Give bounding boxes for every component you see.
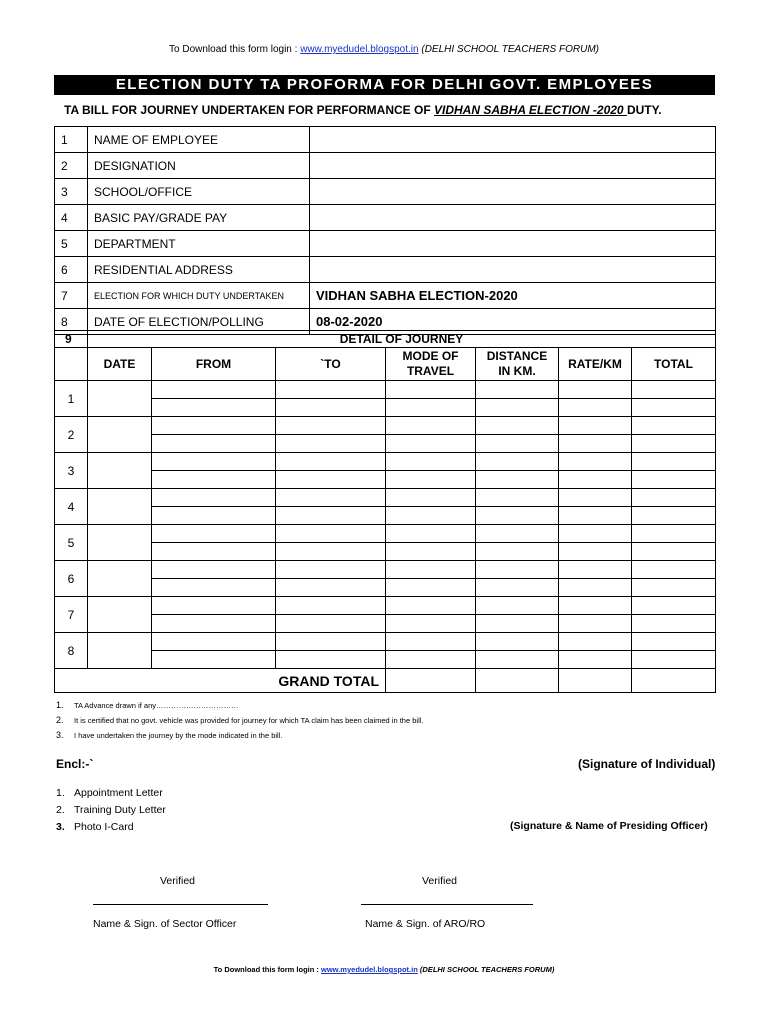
journey-cell-field[interactable]	[632, 399, 716, 417]
journey-cell-field[interactable]	[632, 435, 716, 453]
journey-cell-field[interactable]	[632, 381, 716, 399]
journey-row	[55, 525, 716, 543]
journey-cell-field[interactable]	[559, 417, 632, 435]
info-row-label: DATE OF ELECTION/POLLING	[88, 309, 310, 335]
journey-date-field[interactable]	[88, 525, 152, 561]
info-row	[55, 283, 716, 309]
journey-column-header	[88, 348, 152, 381]
journey-cell-field[interactable]	[476, 633, 559, 651]
journey-column-header	[152, 348, 276, 381]
sign-label-aro-ro: Name & Sign. of ARO/RO	[365, 918, 486, 930]
journey-row-number: 5	[55, 525, 88, 561]
journey-header-row	[55, 348, 716, 381]
journey-cell-field[interactable]	[276, 561, 386, 579]
journey-cell-field[interactable]	[386, 561, 476, 579]
journey-cell-field[interactable]	[152, 489, 276, 507]
journey-date-field[interactable]	[88, 381, 152, 417]
info-row-number: 1	[55, 127, 88, 153]
journey-cell-field[interactable]	[559, 471, 632, 489]
journey-cell-field[interactable]	[632, 633, 716, 651]
journey-cell-field[interactable]	[476, 489, 559, 507]
info-row-number: 5	[55, 231, 88, 257]
journey-cell-field[interactable]	[476, 381, 559, 399]
grand-total-field[interactable]	[386, 669, 476, 693]
enclosure-text: Appointment Letter	[74, 787, 163, 799]
journey-cell-field[interactable]	[152, 597, 276, 615]
journey-cell-field[interactable]	[276, 615, 386, 633]
footer-note	[0, 965, 768, 974]
enclosure-number: 2.	[56, 804, 65, 816]
journey-cell-field[interactable]	[632, 489, 716, 507]
journey-cell-field[interactable]	[386, 489, 476, 507]
journey-cell-field[interactable]	[559, 543, 632, 561]
journey-cell-field[interactable]	[476, 525, 559, 543]
info-row-value-field[interactable]	[310, 127, 716, 153]
journey-cell-field[interactable]	[386, 579, 476, 597]
info-row-number: 2	[55, 153, 88, 179]
journey-cell-field[interactable]	[559, 489, 632, 507]
header-note	[0, 44, 768, 55]
journey-row-sub	[55, 471, 716, 489]
journey-date-field[interactable]	[88, 597, 152, 633]
journey-cell-field[interactable]	[276, 399, 386, 417]
employee-info-table	[54, 126, 716, 335]
journey-cell-field[interactable]	[476, 615, 559, 633]
journey-column-header	[476, 348, 559, 381]
journey-cell-field[interactable]	[559, 381, 632, 399]
enclosure-heading: Encl:-`	[56, 757, 94, 771]
signature-presiding-officer: (Signature & Name of Presiding Officer)	[510, 820, 708, 832]
header-suffix: (DELHI SCHOOL TEACHERS FORUM)	[418, 44, 599, 55]
journey-cell-field[interactable]	[632, 471, 716, 489]
journey-row	[55, 453, 716, 471]
journey-cell-field[interactable]	[276, 543, 386, 561]
journey-cell-field[interactable]	[476, 435, 559, 453]
sign-label-sector-officer: Name & Sign. of Sector Officer	[93, 918, 237, 930]
note-item	[56, 730, 423, 745]
journey-cell-field[interactable]	[559, 615, 632, 633]
journey-title-row	[55, 331, 716, 348]
journey-cell-field[interactable]	[386, 615, 476, 633]
journey-row-number: 4	[55, 489, 88, 525]
journey-date-field[interactable]	[88, 489, 152, 525]
journey-row-sub	[55, 399, 716, 417]
journey-column-header-line: RATE/KM	[568, 356, 622, 371]
journey-cell-field[interactable]	[386, 543, 476, 561]
journey-row-number: 8	[55, 633, 88, 669]
grand-total-label: GRAND TOTAL	[55, 669, 386, 693]
journey-cell-field[interactable]	[276, 507, 386, 525]
info-row	[55, 179, 716, 205]
journey-row	[55, 597, 716, 615]
journey-cell-field[interactable]	[476, 597, 559, 615]
note-item	[56, 700, 423, 715]
journey-cell-field[interactable]	[632, 525, 716, 543]
journey-cell-field[interactable]	[152, 651, 276, 669]
journey-cell-field[interactable]	[632, 651, 716, 669]
journey-row-sub	[55, 651, 716, 669]
journey-cell-field[interactable]	[559, 633, 632, 651]
info-row-value-field[interactable]	[310, 231, 716, 257]
subtitle-post: DUTY.	[626, 103, 662, 117]
journey-cell-field[interactable]	[632, 417, 716, 435]
journey-row-number: 3	[55, 453, 88, 489]
journey-cell-field[interactable]	[632, 615, 716, 633]
journey-cell-field[interactable]	[559, 525, 632, 543]
journey-cell-field[interactable]	[386, 381, 476, 399]
journey-cell-field[interactable]	[559, 435, 632, 453]
journey-row	[55, 489, 716, 507]
journey-row-number: 9	[55, 331, 88, 348]
journey-column-header-line: DATE	[103, 356, 136, 371]
journey-column-header-line: FROM	[195, 356, 232, 371]
info-row	[55, 205, 716, 231]
journey-cell-field[interactable]	[386, 435, 476, 453]
info-row	[55, 153, 716, 179]
info-row-label: BASIC PAY/GRADE PAY	[88, 205, 310, 231]
journey-row	[55, 381, 716, 399]
note-number: 3.	[56, 730, 64, 740]
info-row-value-field[interactable]	[310, 179, 716, 205]
enclosure-list	[56, 787, 166, 838]
journey-column-header	[276, 348, 386, 381]
journey-row-sub	[55, 615, 716, 633]
journey-cell-field[interactable]	[386, 453, 476, 471]
enclosure-item	[56, 787, 166, 804]
verified-right: Verified	[422, 875, 458, 887]
journey-cell-field[interactable]	[476, 561, 559, 579]
header-prefix: To Download this form login :	[169, 44, 301, 55]
journey-cell-field[interactable]	[152, 579, 276, 597]
journey-cell-field[interactable]	[559, 453, 632, 471]
journey-row-sub	[55, 507, 716, 525]
journey-row	[55, 417, 716, 435]
enclosure-text: Photo I-Card	[74, 821, 134, 833]
journey-cell-field[interactable]	[559, 579, 632, 597]
journey-cell-field[interactable]	[476, 399, 559, 417]
info-row-value-field[interactable]	[310, 153, 716, 179]
journey-cell-field[interactable]	[559, 399, 632, 417]
footer-suffix: (DELHI SCHOOL TEACHERS FORUM)	[417, 965, 555, 974]
journey-cell-field[interactable]	[386, 399, 476, 417]
journey-cell-field[interactable]	[476, 417, 559, 435]
enclosure-item	[56, 821, 166, 838]
journey-column-header-line: IN KM.	[498, 364, 536, 378]
journey-cell-field[interactable]	[152, 417, 276, 435]
info-row-number: 7	[55, 283, 88, 309]
info-row-value-field[interactable]: VIDHAN SABHA ELECTION-2020	[310, 283, 716, 309]
info-row-number: 6	[55, 257, 88, 283]
info-row-value-field[interactable]	[310, 205, 716, 231]
journey-cell-field[interactable]	[276, 471, 386, 489]
journey-cell-field[interactable]	[476, 507, 559, 525]
journey-cell-field[interactable]	[152, 543, 276, 561]
info-row-label: SCHOOL/OFFICE	[88, 179, 310, 205]
grand-total-field[interactable]	[476, 669, 559, 693]
journey-cell-field[interactable]	[152, 507, 276, 525]
journey-cell-field[interactable]	[152, 381, 276, 399]
journey-cell-field[interactable]	[152, 453, 276, 471]
note-number: 2.	[56, 715, 64, 725]
journey-date-field[interactable]	[88, 453, 152, 489]
journey-cell-field[interactable]	[276, 579, 386, 597]
journey-cell-field[interactable]	[386, 417, 476, 435]
journey-column-header	[386, 348, 476, 381]
info-row	[55, 231, 716, 257]
form-title: ELECTION DUTY TA PROFORMA FOR DELHI GOVT. EMPLOYEES	[54, 75, 715, 95]
journey-column-header-line: `TO	[320, 356, 341, 371]
signature-individual: (Signature of Individual)	[578, 757, 716, 771]
journey-cell-field[interactable]	[476, 543, 559, 561]
journey-date-field[interactable]	[88, 561, 152, 597]
journey-row-number: 6	[55, 561, 88, 597]
journey-cell-field[interactable]	[152, 435, 276, 453]
journey-cell-field[interactable]	[152, 525, 276, 543]
header-link[interactable]: www.myedudel.blogspot.in	[300, 44, 419, 55]
journey-row-sub	[55, 579, 716, 597]
journey-cell-field[interactable]	[632, 507, 716, 525]
enclosure-number: 1.	[56, 787, 65, 799]
notes-list	[56, 700, 423, 745]
journey-cell-field[interactable]	[386, 525, 476, 543]
info-row-label: NAME OF EMPLOYEE	[88, 127, 310, 153]
journey-cell-field[interactable]	[386, 471, 476, 489]
journey-date-field[interactable]	[88, 633, 152, 669]
journey-column-header-line: TOTAL	[654, 356, 693, 371]
grand-total-row	[55, 669, 716, 693]
journey-row-number: 1	[55, 381, 88, 417]
journey-cell-field[interactable]	[276, 651, 386, 669]
info-row-number: 3	[55, 179, 88, 205]
journey-cell-field[interactable]	[386, 633, 476, 651]
journey-column-header-line: MODE OF	[402, 349, 459, 363]
journey-cell-field[interactable]	[476, 579, 559, 597]
info-row-label: ELECTION FOR WHICH DUTY UNDERTAKEN	[88, 283, 310, 309]
journey-cell-field[interactable]	[276, 525, 386, 543]
journey-cell-field[interactable]	[632, 543, 716, 561]
journey-cell-field[interactable]	[276, 381, 386, 399]
journey-column-header	[559, 348, 632, 381]
journey-cell-field[interactable]	[632, 561, 716, 579]
journey-column-header-line: TRAVEL	[406, 364, 455, 378]
journey-row-sub	[55, 543, 716, 561]
note-number: 1.	[56, 700, 64, 710]
journey-cell-field[interactable]	[559, 507, 632, 525]
info-row	[55, 127, 716, 153]
journey-cell-field[interactable]	[632, 579, 716, 597]
journey-row-number: 2	[55, 417, 88, 453]
journey-table	[54, 330, 716, 693]
journey-column-header-line: DISTANCE	[486, 349, 548, 363]
journey-row-number: 7	[55, 597, 88, 633]
enclosure-text: Training Duty Letter	[74, 804, 166, 816]
journey-cell-field[interactable]	[276, 453, 386, 471]
sign-line-right	[361, 904, 533, 905]
footer-prefix: To Download this form login :	[213, 965, 321, 974]
info-row-label: DEPARTMENT	[88, 231, 310, 257]
journey-cell-field[interactable]	[276, 435, 386, 453]
info-row-value-field[interactable]	[310, 257, 716, 283]
form-subtitle	[64, 103, 662, 117]
journey-cell-field[interactable]	[386, 651, 476, 669]
journey-cell-field[interactable]	[152, 561, 276, 579]
journey-cell-field[interactable]	[476, 471, 559, 489]
note-text: I have undertaken the journey by the mode indicated in the bill.	[74, 731, 283, 740]
subtitle-election: VIDHAN SABHA ELECTION -2020	[434, 103, 627, 117]
journey-cell-field[interactable]	[386, 597, 476, 615]
journey-header-blank	[55, 348, 88, 381]
journey-cell-field[interactable]	[152, 471, 276, 489]
note-text: TA Advance drawn if any……………………………	[74, 701, 239, 710]
grand-total-field[interactable]	[559, 669, 632, 693]
journey-cell-field[interactable]	[276, 633, 386, 651]
journey-cell-field[interactable]	[276, 417, 386, 435]
journey-cell-field[interactable]	[559, 561, 632, 579]
info-row-label: RESIDENTIAL ADDRESS	[88, 257, 310, 283]
journey-cell-field[interactable]	[632, 453, 716, 471]
journey-cell-field[interactable]	[476, 453, 559, 471]
footer-link[interactable]: www.myedudel.blogspot.in	[321, 965, 418, 974]
subtitle-pre: TA BILL FOR JOURNEY UNDERTAKEN FOR PERFORMANCE OF	[64, 103, 435, 117]
info-row-label: DESIGNATION	[88, 153, 310, 179]
info-row-number: 8	[55, 309, 88, 335]
enclosure-item	[56, 804, 166, 821]
journey-cell-field[interactable]	[152, 399, 276, 417]
journey-cell-field[interactable]	[386, 507, 476, 525]
journey-row	[55, 561, 716, 579]
info-row-number: 4	[55, 205, 88, 231]
info-row	[55, 257, 716, 283]
note-item	[56, 715, 423, 730]
journey-cell-field[interactable]	[276, 489, 386, 507]
journey-column-header	[632, 348, 716, 381]
verified-left: Verified	[160, 875, 196, 887]
journey-cell-field[interactable]	[276, 597, 386, 615]
journey-cell-field[interactable]	[632, 597, 716, 615]
journey-cell-field[interactable]	[559, 651, 632, 669]
grand-total-field[interactable]	[632, 669, 716, 693]
journey-cell-field[interactable]	[152, 633, 276, 651]
journey-row	[55, 633, 716, 651]
info-row-value-field[interactable]: 08-02-2020	[310, 309, 716, 335]
journey-cell-field[interactable]	[152, 615, 276, 633]
enclosure-number: 3.	[56, 821, 65, 833]
journey-title: DETAIL OF JOURNEY	[88, 331, 716, 348]
sign-line-left	[93, 904, 268, 905]
journey-date-field[interactable]	[88, 417, 152, 453]
note-text: It is certified that no govt. vehicle was provided for journey for which TA claim has been claimed in the bill.	[74, 716, 424, 725]
journey-row-sub	[55, 435, 716, 453]
journey-cell-field[interactable]	[559, 597, 632, 615]
journey-cell-field[interactable]	[476, 651, 559, 669]
